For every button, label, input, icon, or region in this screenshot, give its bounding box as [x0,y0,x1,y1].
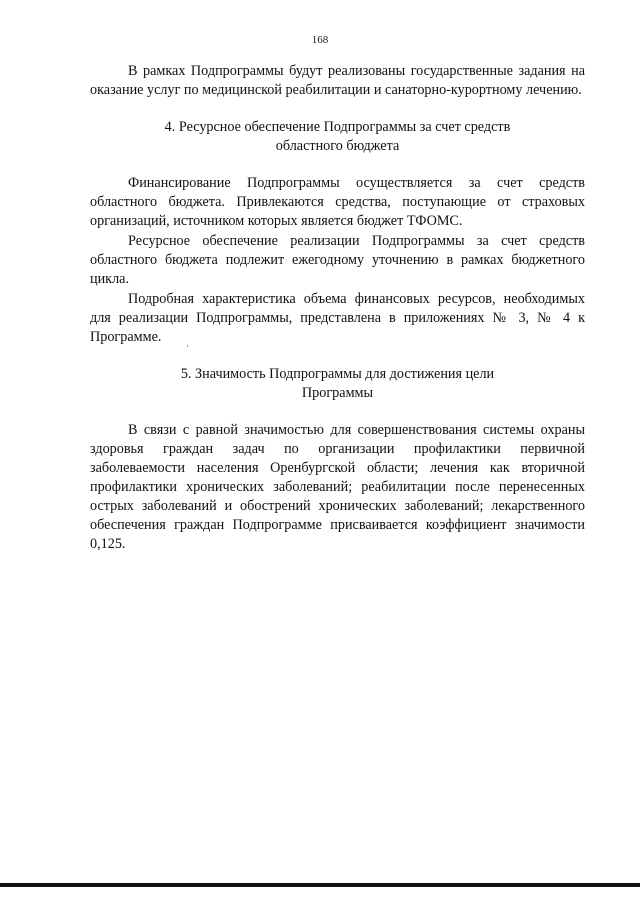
page-number: 168 [311,34,329,46]
section-4-paragraph-1: Финансирование Подпрограммы осуществляется за счет средств областного бюджета. Привлекаются средства, поступающие от страховых организаций, источником которых является бюджет ТФОМС. [90,175,585,229]
intro-paragraph: В рамках Подпрограммы будут реализованы государственные задания на оказание услуг по медицинской реабилитации и санаторно-курортному лечению. [90,63,585,98]
section-4-paragraph-3: Подробная характеристика объема финансовых ресурсов, необходимых для реализации Подпрограммы, представлена в приложениях № 3, № 4 к Программе. [90,291,585,345]
section-5-paragraph-1: В связи с равной значимостью для совершенствования системы охраны здоровья граждан задач по организации профилактики первичной заболеваемости населения Оренбургской области; лечения как вторичной профилактики хронических заболеваний; реабилитации после перенесенных острых заболеваний и обострений хронических заболеваний; лекарственного обеспечения граждан Подпрограмме присваивается коэффициент значимости 0,125. [90,422,585,552]
document-body [90,62,585,554]
section-5-title-line-1: 5. Значимость Подпрограммы для достижения цели [180,366,495,382]
section-4-paragraph-2: Ресурсное обеспечение реализации Подпрограммы за счет средств областного бюджета подлежит ежегодному уточнению в рамках бюджетного цикла. [90,233,585,287]
section-5-heading [90,365,585,403]
scan-speck [187,345,188,347]
section-4-heading [90,118,585,156]
bottom-scan-edge [0,883,640,887]
section-5-title-line-2: Программы [301,385,374,401]
section-4-title-line-2: областного бюджета [275,138,400,154]
section-4-title-line-1: 4. Ресурсное обеспечение Подпрограммы за счет средств [164,119,511,135]
